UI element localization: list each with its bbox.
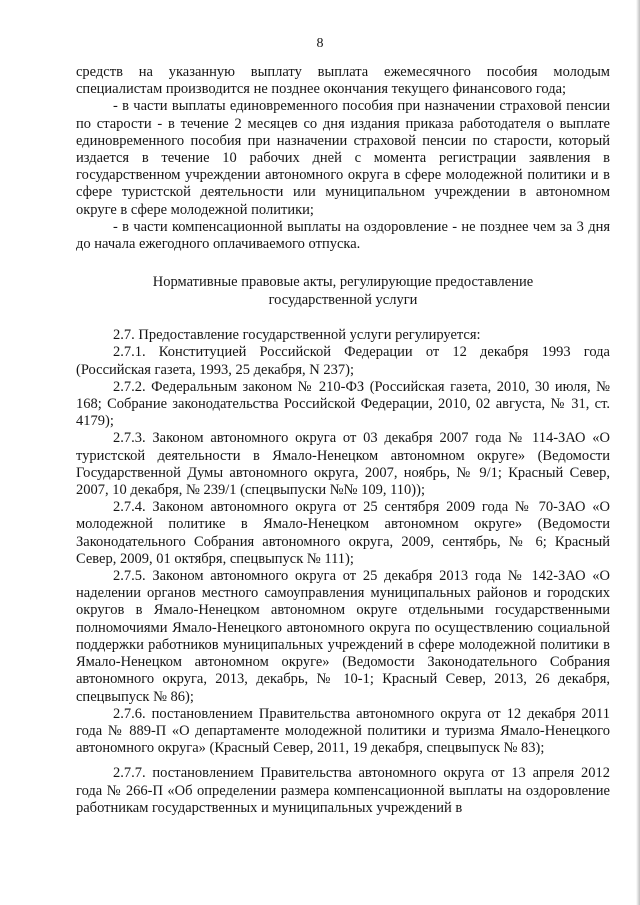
page-number: 8 (316, 36, 324, 51)
paragraph: средств на указанную выплату выплата ежемесячного пособия молодым специалистам производится не позднее окончания текущего финансового года; (76, 64, 610, 98)
list-item: 2.7.2. Федеральным законом № 210-ФЗ (Российская газета, 2010, 30 июля, № 168; Собрание законодательства Российской Федерации, 2010, 02 августа, № 31, ст. 4179); (76, 378, 610, 430)
paragraph: - в части выплаты единовременного пособия при назначении страховой пенсии по старости - в течение 2 месяцев со дня издания приказа работодателя о выплате единовременного пособия при назначении страховой пенсии по старости, который издается в течение 10 рабочих дней с момента регистрации заявления в государственном учреждении автономного округа в сфере молодежной политики и в сфере туристской деятельности или муниципальном учреждении в автономном округе в сфере молодежной политики; (76, 98, 610, 218)
list-item: 2.7.1. Конституцией Российской Федерации от 12 декабря 1993 года (Российская газета, 1993, 25 декабря, N 237); (76, 344, 610, 378)
list-item: 2.7.6. постановлением Правительства автономного округа от 12 декабря 2011 года № 889-П «О департаменте молодежной политики и туризма Ямало-Ненецкого автономного округа» (Красный Север, 2011, 19 декабря, спецвыпуск № 83); (76, 705, 610, 757)
list-item: 2.7.5. Законом автономного округа от 25 декабря 2013 года № 142-ЗАО «О наделении органов местного самоуправления муниципальных районов и городских округов в Ямало-Ненецком автономном округе отдельными государственными полномочиями Ямало-Ненецкого автономного округа по осуществлению социальной поддержки работников муниципальных учреждений в сфере молодежной политики в Ямало-Ненецком автономном округе» (Ведомости Законодательного Собрания автономного округа, 2013, декабрь, № 10-1; Красный Север, 2013, 26 декабря, спецвыпуск № 86); (76, 568, 610, 705)
list-item: 2.7.4. Законом автономного округа от 25 сентября 2009 года № 70-ЗАО «О молодежной политике в Ямало-Ненецком автономном округе» (Ведомости Законодательного Собрания автономного округа, 2009, сентябрь, № 6; Красный Север, 2009, 01 октября, спецвыпуск № 111); (76, 499, 610, 567)
list-item: 2.7. Предоставление государственной услуги регулируется: (113, 327, 481, 344)
paragraph: - в части компенсационной выплаты на оздоровление - не позднее чем за 3 дня до начала ежегодного оплачиваемого отпуска. (76, 218, 610, 253)
section-heading: Нормативные правовые акты, регулирующие предоставление государственной услуги (152, 274, 534, 309)
document-body (76, 64, 610, 817)
scan-edge-shadow (636, 0, 640, 905)
list-item: 2.7.3. Законом автономного округа от 03 декабря 2007 года № 114-ЗАО «О туристской деятельности в Ямало-Ненецком автономном округе» (Ведомости Государственной Думы автономного округа, 2007, ноябрь, № 9/1; Красный Север, 2007, 10 декабря, № 239/1 (спецвыпуски №№ 109, 110)); (76, 430, 610, 499)
list-item: 2.7.7. постановлением Правительства автономного округа от 13 апреля 2012 года № 266-П «Об определении размера компенсационной выплаты на оздоровление работникам государственных и муниципальных учреждений в (76, 765, 610, 816)
